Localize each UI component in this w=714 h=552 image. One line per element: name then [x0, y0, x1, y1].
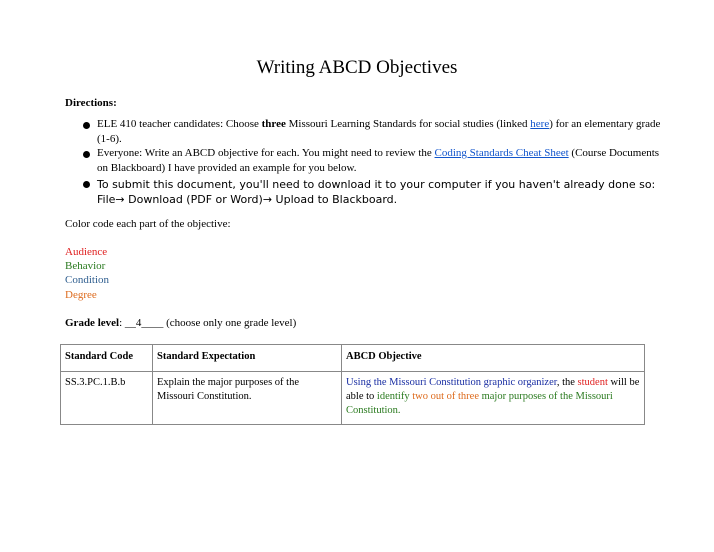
- directions-list: [82, 117, 662, 207]
- grade-level-label: Grade level: [65, 317, 120, 329]
- bullet-2-text-post: (Course Documents on Blackboard) I have provided an example for you below.: [97, 147, 660, 174]
- grade-level-value: : __4____ (choose only one grade level): [119, 317, 297, 329]
- directions-bullet-1: [82, 117, 662, 146]
- legend-audience: Audience: [65, 246, 108, 258]
- header-standard-code: Standard Code: [61, 345, 153, 372]
- cheat-sheet-link[interactable]: Coding Standards Cheat Sheet: [434, 147, 569, 159]
- standards-here-link[interactable]: here: [530, 118, 550, 130]
- table-header-row: [61, 345, 645, 372]
- color-code-intro: Color code each part of the objective:: [65, 218, 231, 230]
- objective-behavior-continued: major purposes of the Missouri Constitution.: [346, 391, 613, 416]
- bullet-1-text-post: ) for an elementary grade (1-6).: [97, 118, 661, 145]
- bullet-1-text-mid: Missouri Learning Standards for social studies (linked: [285, 118, 531, 130]
- legend-behavior: Behavior: [65, 260, 106, 272]
- bullet-1-text-pre: ELE 410 teacher candidates: Choose: [97, 118, 262, 130]
- grade-level-line: [65, 317, 296, 329]
- objective-condition: Using the Missouri Constitution graphic organizer: [346, 377, 557, 388]
- bullet-1-bold-three: three: [261, 118, 286, 130]
- directions-bullet-3: To submit this document, you'll need to download it to your computer if you haven't already done so: File→ Download (PDF or Word)→ Upload to Blackboard.: [82, 175, 662, 207]
- header-standard-expectation: Standard Expectation: [153, 345, 342, 372]
- cell-standard-code: SS.3.PC.1.B.b: [61, 372, 153, 425]
- objective-sep-2: will be able to: [346, 377, 640, 402]
- page-title: Writing ABCD Objectives: [256, 57, 458, 78]
- directions-bullet-2: [82, 146, 662, 175]
- table-row: [61, 372, 645, 425]
- bullet-2-text-pre: Everyone: Write an ABCD objective for each. You might need to review the: [97, 147, 435, 159]
- legend-condition: Condition: [65, 274, 110, 286]
- objectives-table: [60, 344, 645, 425]
- objective-behavior: identify: [376, 391, 410, 402]
- objective-sep-1: , the: [556, 377, 578, 388]
- directions-heading: Directions:: [65, 97, 117, 109]
- objective-audience: student: [577, 377, 608, 388]
- cell-standard-expectation: Explain the major purposes of the Missouri Constitution.: [153, 372, 342, 425]
- cell-abcd-objective: [342, 372, 645, 425]
- legend-degree: Degree: [65, 289, 97, 301]
- header-abcd-objective: ABCD Objective: [342, 345, 645, 372]
- objective-degree: two out of three: [412, 391, 479, 402]
